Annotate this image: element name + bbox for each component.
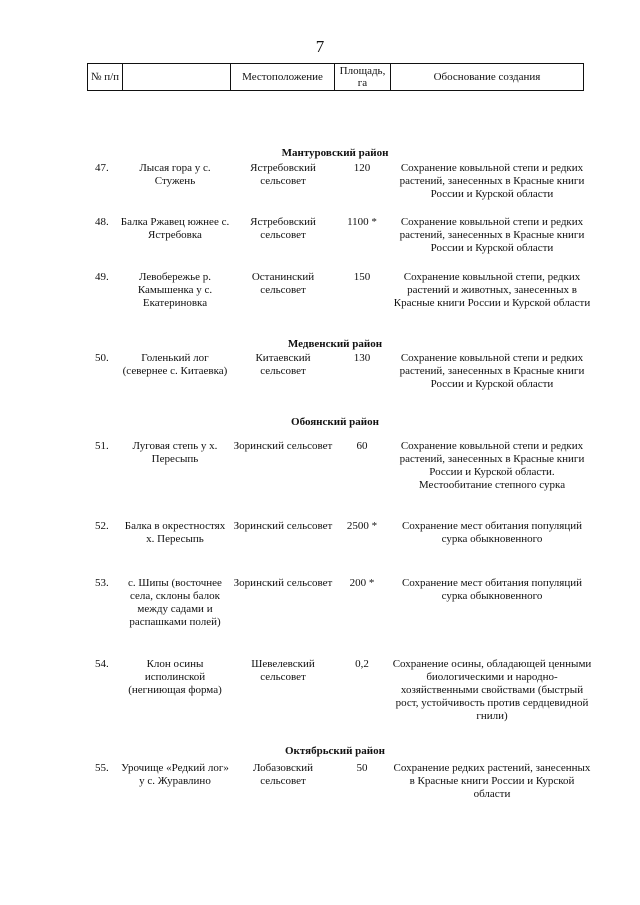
row-reason: Сохранение мест обитания популяций сурка обыкновенного bbox=[401, 520, 583, 545]
row-reason: Сохранение осины, обладающей ценными биологическими и народно-хозяйственными свойствами (быстрый рост, устойчивость против сердцевидной гнили) bbox=[392, 658, 592, 722]
row-area: 0,2 bbox=[355, 658, 369, 670]
table-header bbox=[87, 63, 584, 91]
row-area: 200 * bbox=[349, 577, 375, 589]
row-number: 55. bbox=[95, 762, 109, 774]
row-area: 2500 * bbox=[346, 520, 378, 532]
header-area: Площадь, га bbox=[335, 64, 391, 91]
row-reason: Сохранение ковыльной степи и редких растений, занесенных в Красные книги России и Курской области bbox=[399, 162, 585, 200]
row-name: с. Шипы (восточнее села, склоны балок между садами и распашками полей) bbox=[128, 577, 222, 628]
row-reason: Сохранение ковыльной степи и редких растений, занесенных в Красные книги России и Курской области bbox=[399, 352, 585, 390]
row-number: 48. bbox=[95, 216, 109, 228]
row-name: Клон осины исполинской (негниющая форма) bbox=[128, 658, 222, 696]
row-name: Лысая гора у с. Стужень bbox=[139, 162, 211, 187]
section-title: Обоянский район bbox=[291, 416, 379, 428]
header-name bbox=[123, 64, 231, 91]
row-reason: Сохранение мест обитания популяций сурка обыкновенного bbox=[401, 577, 583, 602]
row-area: 50 bbox=[356, 762, 368, 774]
row-number: 52. bbox=[95, 520, 109, 532]
section-title: Октябрьский район bbox=[285, 745, 385, 757]
row-number: 50. bbox=[95, 352, 109, 364]
row-reason: Сохранение ковыльной степи и редких растений, занесенных в Красные книги России и Курской области bbox=[399, 216, 585, 254]
row-location: Зоринский сельсовет bbox=[233, 440, 333, 452]
header-num: № п/п bbox=[88, 64, 123, 91]
section-title: Мантуровский район bbox=[281, 147, 389, 159]
row-area: 130 bbox=[353, 352, 371, 364]
row-number: 54. bbox=[95, 658, 109, 670]
header-location: Местоположение bbox=[231, 64, 335, 91]
header-reason: Обоснование создания bbox=[391, 64, 584, 91]
row-reason: Сохранение ковыльной степи и редких растений, занесенных в Красные книги России и Курской области. Местообитание степного сурка bbox=[399, 440, 585, 491]
row-name: Луговая степь у х. Пересыпь bbox=[132, 440, 218, 465]
row-area: 60 bbox=[356, 440, 368, 452]
row-location: Ястребовский сельсовет bbox=[250, 162, 316, 187]
section-title: Медвенский район bbox=[287, 338, 383, 350]
row-location: Зоринский сельсовет bbox=[233, 520, 333, 532]
row-number: 49. bbox=[95, 271, 109, 283]
row-name: Балка в окрестностях х. Пересыпь bbox=[124, 520, 226, 545]
row-location: Китаевский сельсовет bbox=[255, 352, 311, 377]
page-number: 7 bbox=[315, 37, 325, 56]
row-number: 47. bbox=[95, 162, 109, 174]
row-location: Зоринский сельсовет bbox=[233, 577, 333, 589]
row-name: Левобережье р. Камышенка у с. Екатериновка bbox=[137, 271, 213, 309]
row-area: 1100 * bbox=[347, 216, 377, 228]
row-number: 53. bbox=[95, 577, 109, 589]
row-reason: Сохранение ковыльной степи, редких растений и животных, занесенных в Красные книги России и Курской области bbox=[393, 271, 591, 309]
row-area: 120 bbox=[353, 162, 371, 174]
row-location: Лобазовский сельсовет bbox=[252, 762, 314, 787]
row-location: Ястребовский сельсовет bbox=[250, 216, 316, 241]
row-name: Балка Ржавец южнее с. Ястребовка bbox=[120, 216, 230, 241]
row-name: Урочище «Редкий лог» у с. Журавлино bbox=[121, 762, 229, 787]
row-number: 51. bbox=[95, 440, 109, 452]
row-location: Останинский сельсовет bbox=[251, 271, 315, 296]
row-name: Голенький лог (севернее с. Китаевка) bbox=[122, 352, 228, 377]
row-area: 150 bbox=[353, 271, 371, 283]
row-reason: Сохранение редких растений, занесенных в Красные книги России и Курской области bbox=[393, 762, 591, 800]
row-location: Шевелевский сельсовет bbox=[251, 658, 315, 683]
